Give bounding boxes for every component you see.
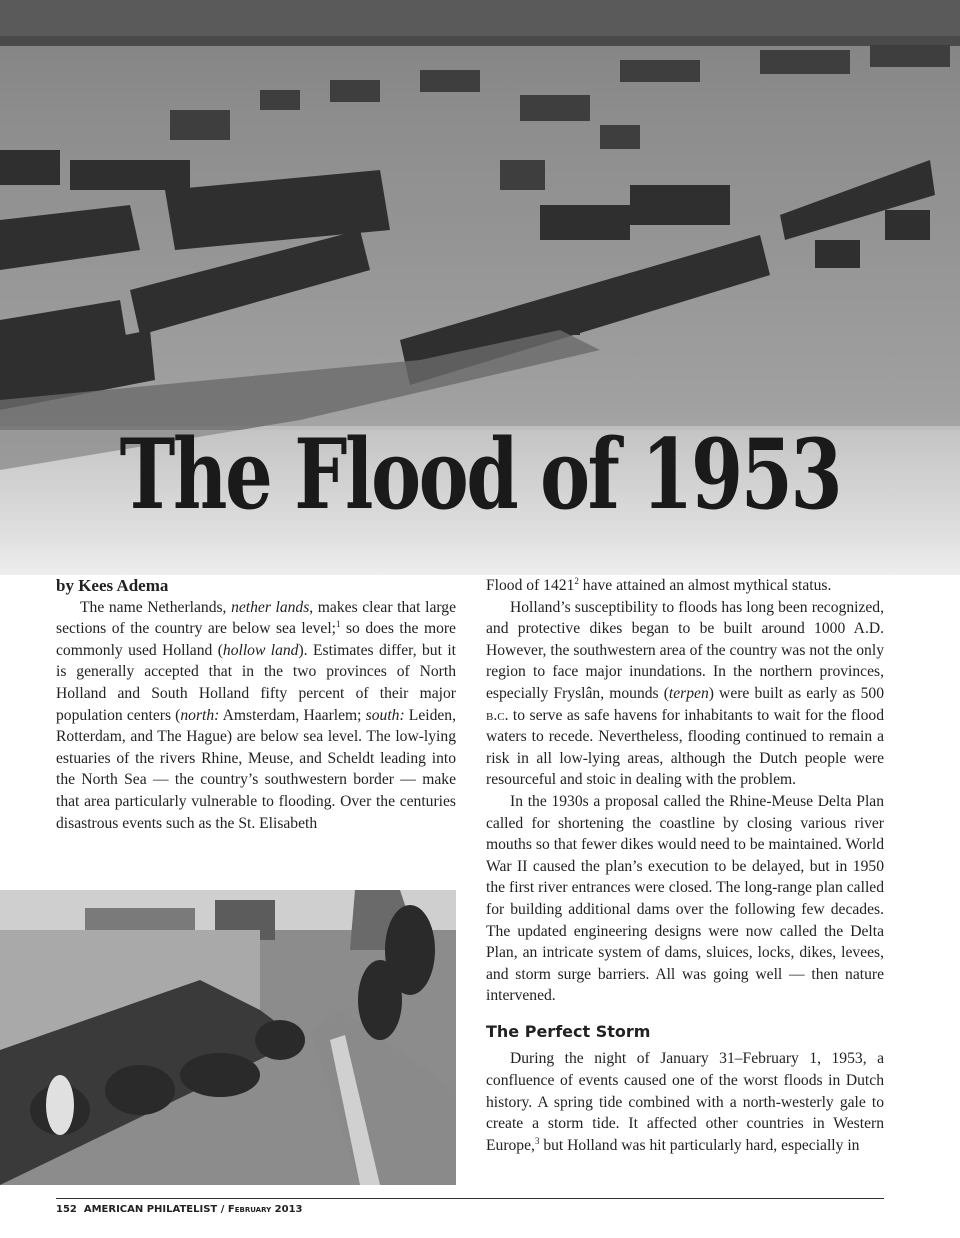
article-title: The Flood of 1953	[119, 418, 841, 531]
footer-rule	[56, 1198, 884, 1199]
right-column	[486, 575, 884, 1156]
intro-paragraph: The name Netherlands, nether lands, makes clear that large sections of the country are below sea level;$^1$ so does the more commonly used Holland (hollow land). Estimates differ, but it is generally accepted that in the two provinces of North Holland and South Holland fifty percent of their major population centers (north: Amsterdam, Haarlem; south: Leiden, Rotterdam, and The Hague) are below sea level. The low-lying estuaries of the rivers Rhine, Meuse, and Scheldt leading into the North Sea — the country’s southwestern border — make that area particularly vulnerable to flooding. Over the centuries disastrous events such as the St. Elisabeth	[56, 598, 456, 832]
hero-flood-photo	[0, 0, 960, 575]
storm-paragraph: During the night of January 31–February 1, 1953, a confluence of events caused one of the worst floods in Dutch history. A spring tide combined with a north-westerly gale to create a storm tide. It affected other countries in Western Europe,$^3$ but Holland was hit particularly hard, especially in	[486, 1050, 884, 1154]
magazine-name: AMERICAN PHILATELIST	[83, 1204, 218, 1215]
byline: by Kees Adema	[56, 576, 169, 595]
left-column	[56, 575, 456, 834]
page-number: 152	[56, 1204, 77, 1215]
delta-plan-paragraph: In the 1930s a proposal called the Rhine-Meuse Delta Plan called for shortening the coastline by closing various river mouths so that fewer dikes would need to be maintained. World War II caused the plan’s execution to be delayed, but in 1950 the first river entrances were closed. The long-range plan called for building additional dams over the following few decades. The updated engineering designs were now called the Delta Plan, an intricate system of dams, sluices, locks, dikes, levees, and storm surge barriers. All was going well — then nature intervened.	[486, 792, 884, 1005]
dike-workers-photo	[0, 890, 456, 1185]
issue-date: February 2013	[227, 1204, 303, 1215]
dikes-paragraph: Holland’s susceptibility to floods has long been recognized, and protective dikes began to be built around 1000 A.D. However, the southwestern area of the country was not the only region to face major inundations. In the northern provinces, especially Fryslân, mounds (terpen) were built as early as 500 b.c. to serve as safe havens for inhabitants to wait for the flood waters to recede. Nevertheless, flooding continued to remain a risk in all low-lying areas, although the Dutch people were resourceful and stoic in dealing with the problem.	[486, 598, 884, 789]
continued-paragraph: Flood of 1421$^2$ have attained an almost mythical status.	[486, 575, 832, 594]
dike-repair-illustration	[0, 890, 456, 1185]
section-heading: The Perfect Storm	[486, 1021, 651, 1041]
page-footer: 152 AMERICAN PHILATELIST / February 2013	[56, 1204, 303, 1215]
